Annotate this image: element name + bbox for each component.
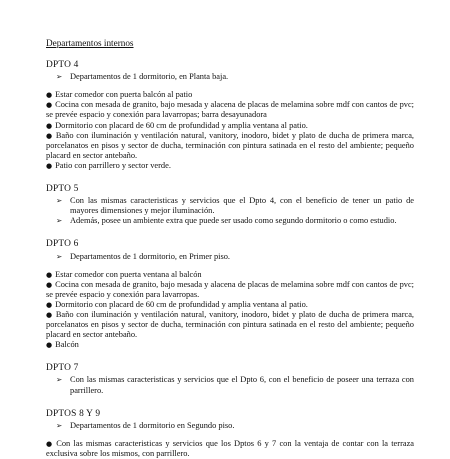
arrow-bullet-icon: ➢ [56, 72, 63, 82]
bullet-item: ● Patio con parrillero y sector verde. [46, 160, 171, 170]
bullet-list [46, 270, 414, 351]
section-heading: DPTO 7 [46, 363, 79, 374]
section-heading: DPTO 6 [46, 239, 79, 250]
bullet-dot-icon: ● [46, 131, 53, 140]
arrow-item: ➢ Departamentos de 1 dormitorio, en Primer piso. [56, 251, 231, 261]
bullet-item: ● Estar comedor con puerta ventana al balcón [46, 269, 202, 279]
section-heading: DPTO 5 [46, 184, 79, 195]
bullet-dot-icon: ● [46, 439, 54, 448]
bullet-item: ● Dormitorio con placard de 60 cm de profundidad y amplia ventana al patio. [46, 299, 308, 309]
bullet-item: ● Cocina con mesada de granito, bajo mesada y alacena de placas de melamina sobre mdf con cantos de pvc; se prevée espacio y conexión para lavarropas. [46, 279, 414, 299]
bullet-list [46, 439, 414, 459]
section-dpto-7 [46, 363, 414, 395]
section-dpto-6 [46, 239, 414, 350]
bullet-dot-icon: ● [46, 341, 53, 350]
bullet-item: ● Cocina con mesada de granito, bajo mesada y alacena de placas de melamina sobre mdf con cantos de pvc; se prevée espacio y conexión para lavarropas; barra desayunadora [46, 100, 414, 120]
bullet-item: ● Baño con iluminación y ventilación natural, vanitory, inodoro, bidet y plato de ducha de primera marca, porcelanatos en pisos y sector de ducha, terminación con pintura satinada en el resto del ambiente; pequeño placard en sector antebaño. [46, 309, 415, 340]
bullet-dot-icon: ● [46, 310, 53, 319]
section-dpto-5 [46, 184, 414, 226]
arrow-item: ➢ Departamentos de 1 dormitorio en Segundo piso. [56, 420, 235, 430]
bullet-item: ● Dormitorio con placard de 60 cm de profundidad y amplia ventana al patio. [46, 120, 308, 130]
arrow-item: ➢ Además, posee un ambiente extra que puede ser usado como segundo dormitorio o como estudio. [56, 216, 397, 226]
bullet-dot-icon: ● [46, 270, 53, 279]
bullet-list [46, 90, 414, 171]
bullet-dot-icon: ● [46, 91, 53, 100]
bullet-item: ● Con las mismas caracteristicas y servicios que los Dptos 6 y 7 con la ventaja de contar con la terraza exclusiva sobre los mismos, con parrillero. [46, 438, 415, 458]
bullet-item: ● Estar comedor con puerta balcón al patio [46, 90, 193, 100]
section-heading: DPTO 4 [46, 60, 79, 71]
document-title: Departamentos internos [46, 38, 134, 48]
bullet-dot-icon: ● [46, 300, 53, 309]
bullet-dot-icon: ● [46, 161, 53, 170]
bullet-dot-icon: ● [46, 101, 53, 110]
arrow-bullet-icon: ➢ [56, 420, 63, 430]
bullet-dot-icon: ● [46, 280, 53, 289]
bullet-dot-icon: ● [46, 121, 53, 130]
arrow-item: ➢ Con las mismas caracteristicas y servicios que el Dpto 6, con el beneficio de poseer una terraza con parrillero. [56, 375, 414, 395]
arrow-bullet-icon: ➢ [56, 251, 63, 261]
arrow-bullet-icon: ➢ [56, 196, 63, 206]
arrow-item: ➢ Departamentos de 1 dormitorio, en Planta baja. [56, 72, 229, 82]
arrow-item: ➢ Con las mismas caracteristicas y servicios que el Dpto 4, con el beneficio de tener un patio de mayores dimensiones y mejor iluminación. [56, 196, 414, 216]
arrow-bullet-icon: ➢ [56, 216, 63, 226]
bullet-item: ● Baño con iluminación y ventilación natural, vanitory, inodoro, bidet y plato de ducha de primera marca, porcelanatos en pisos y sector de ducha, terminación con pintura satinada en el resto del ambiente; pequeño placard en sector antebaño. [46, 130, 415, 160]
arrow-bullet-icon: ➢ [56, 375, 63, 385]
bullet-item: ● Balcón [46, 340, 79, 350]
section-dpto-4 [46, 60, 414, 171]
section-dptos-8-y-9 [46, 409, 414, 459]
section-heading: DPTOS 8 Y 9 [46, 408, 101, 419]
